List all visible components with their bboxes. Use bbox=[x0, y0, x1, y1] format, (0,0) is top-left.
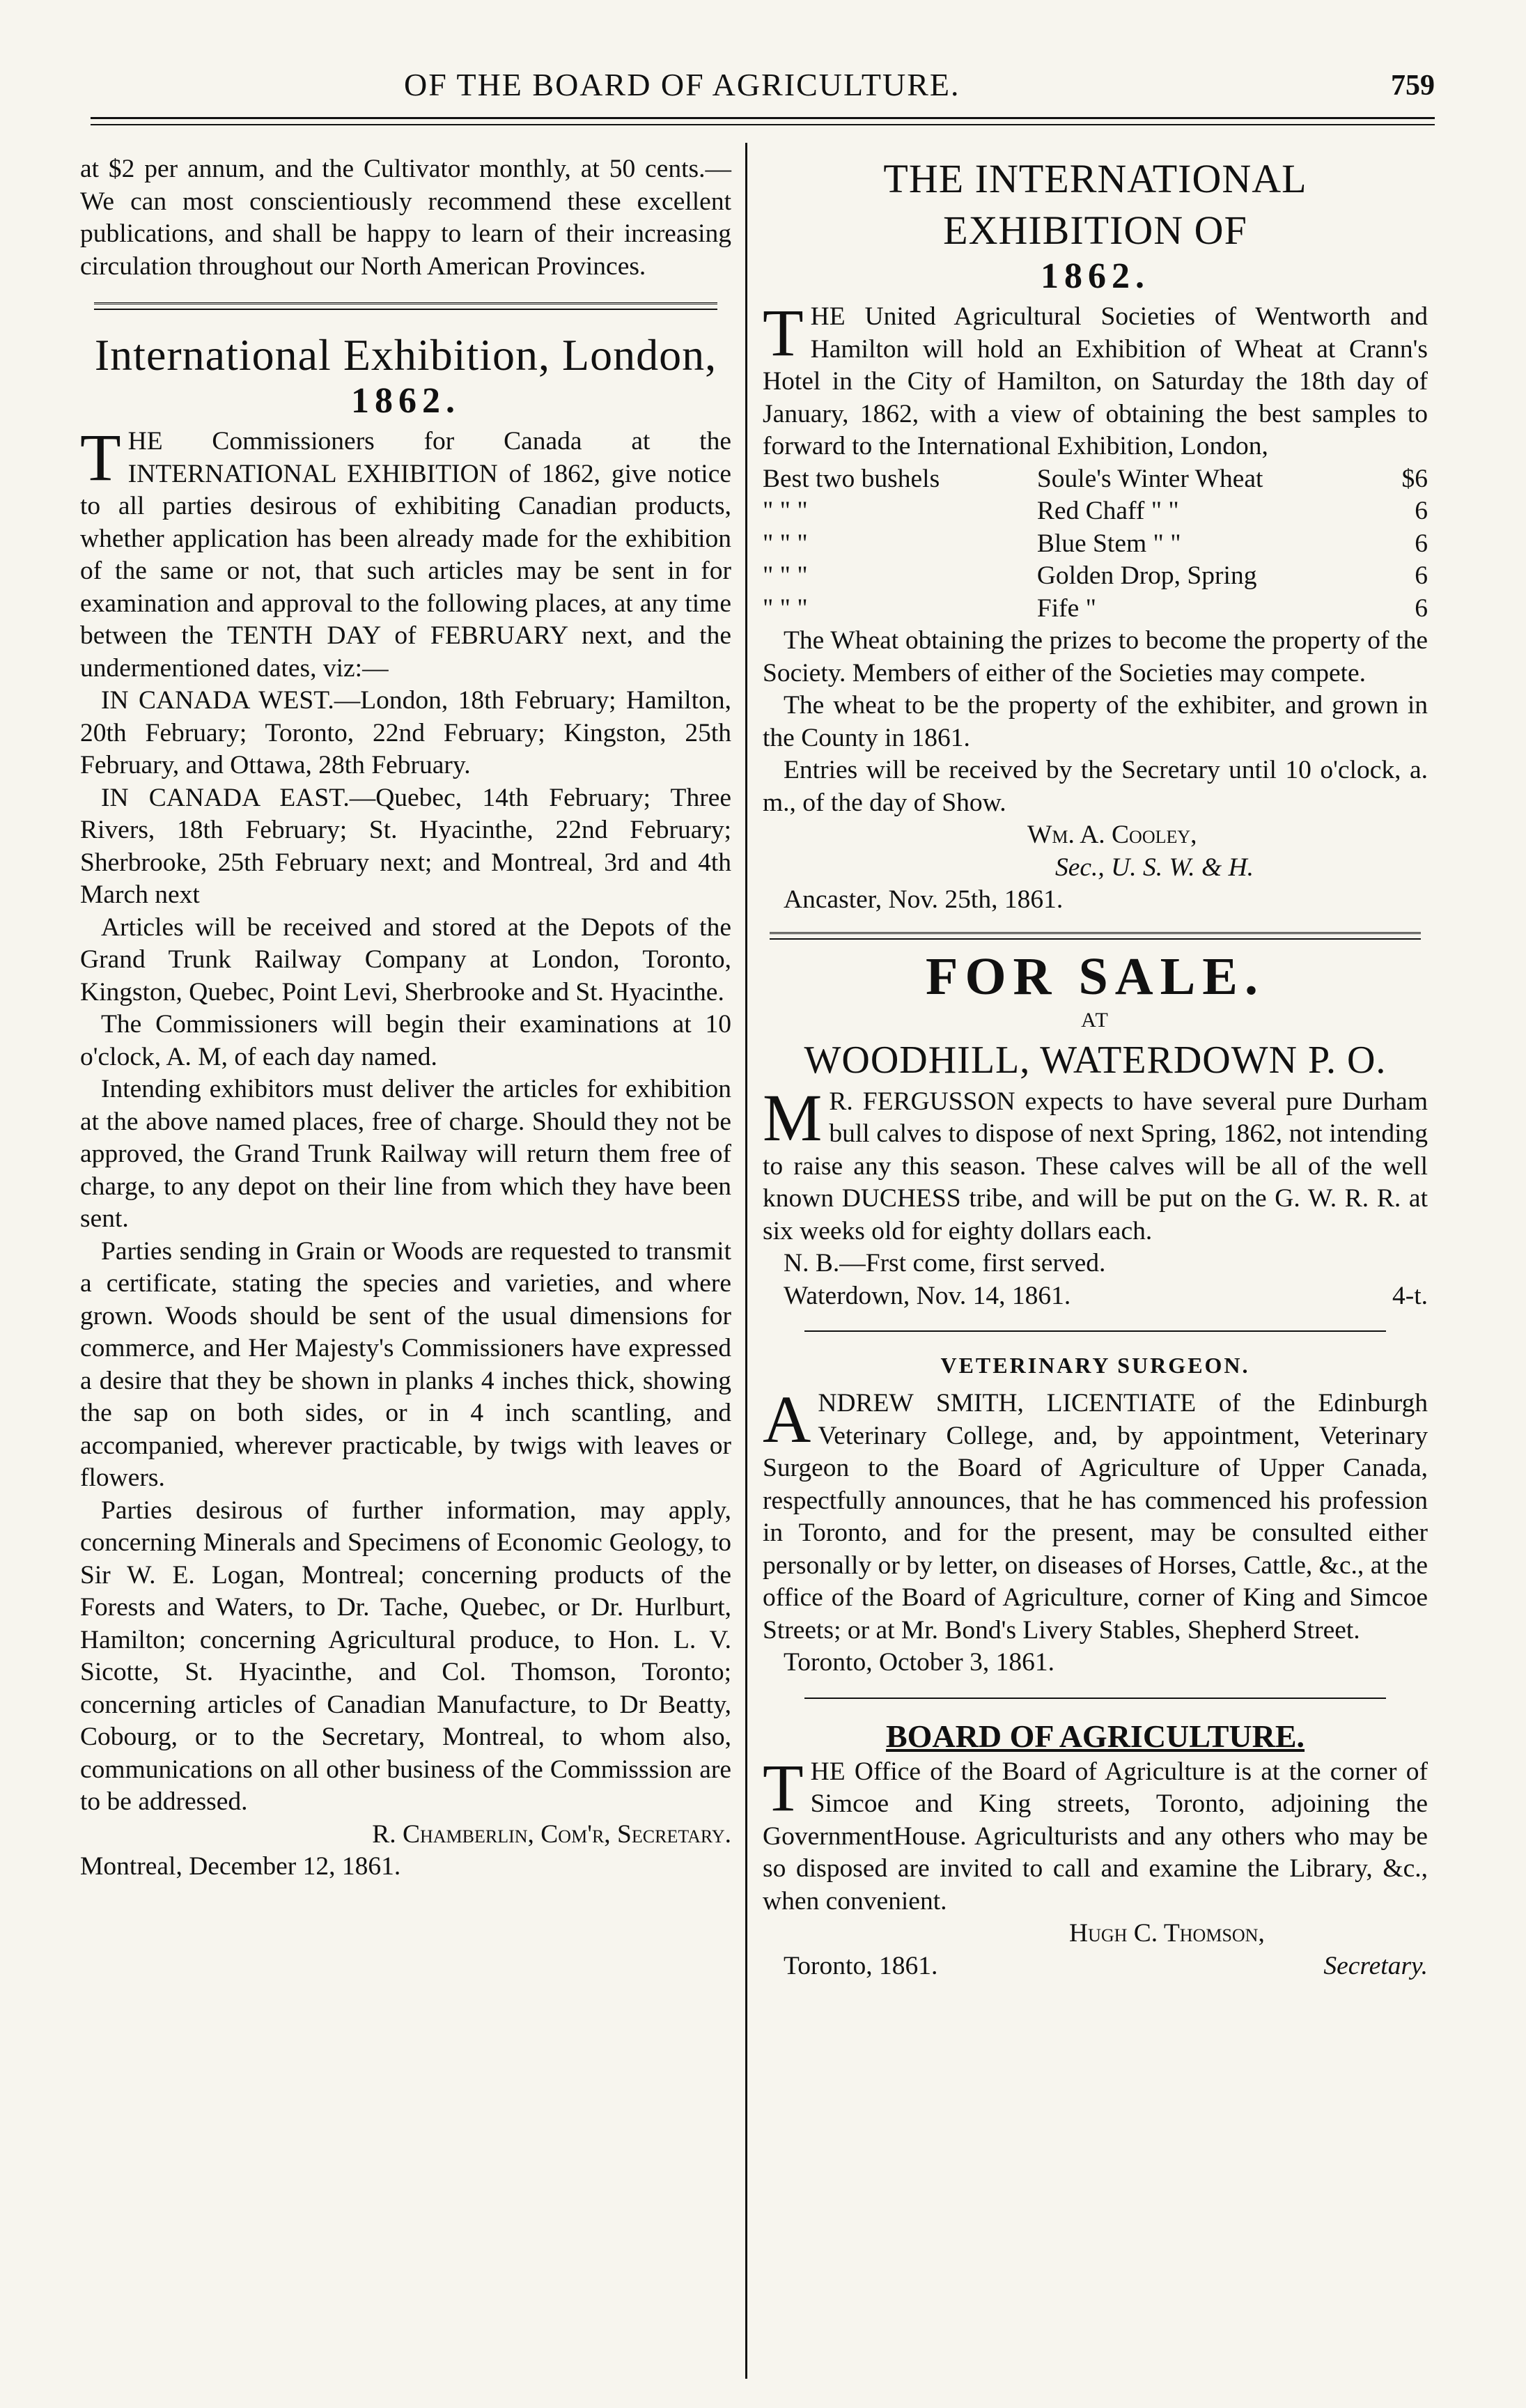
depots-paragraph: Articles will be received and stored at the Depots of the Grand Trunk Railway Company at London, Toronto, Kingston, Quebec, Point Levi, Sherbrooke and St. Hyacinthe. bbox=[80, 912, 731, 1007]
continued-text: at $2 per annum, and the Cultivator monthly, at 50 cents.—We can most conscientiously recommend these excellent publications, and shall be happy to learn of their increasing circulation throughout our North American Provinces. bbox=[80, 155, 731, 281]
veterinary-paragraph: ANDREW SMITH, LICENTIATE of the Edinburgh Veterinary College, and, by appointment, Veterinary Surgeon to the Board of Agriculture of Upper Canada, respectfully announces, that he has commenced his profession in Toronto, and for the present, may be consulted either personally or by letter, on diseases of Horses, Cattle, &c., at the office of the Board of Agriculture, corner of King and Simcoe Streets; or at Mr. Bond's Livery Stables, Shepherd Street. bbox=[763, 1382, 1428, 1645]
board-role: Secretary. bbox=[1323, 1951, 1428, 1980]
exhibition-london-title: International Exhibition, London, bbox=[94, 330, 717, 380]
wheat-prize-table bbox=[763, 463, 1428, 626]
left-column bbox=[80, 153, 731, 1883]
delivery-paragraph: Intending exhibitors must deliver the articles for exhibition at the above named places, free of charge. Should they not be approved, the Grand Trunk Railway will return them free of charge, to any depot on their line from which they have been sent. bbox=[80, 1075, 731, 1233]
drop-cap: A bbox=[763, 1382, 811, 1457]
for-sale-code: 4-t. bbox=[1392, 1281, 1428, 1310]
section-separator bbox=[94, 302, 717, 310]
for-sale-note: N. B.—Frst come, first served. bbox=[784, 1249, 1106, 1277]
for-sale-title: FOR SALE. bbox=[926, 947, 1265, 1006]
veterinary-dateline: Toronto, October 3, 1861. bbox=[784, 1648, 1054, 1677]
intl-exhibition-paragraph: THE United Agricultural Societies of Wentworth and Hamilton will hold an Exhibition of Wheat at Crann's Hotel in the City of Hamilton, on Saturday the 18th day of January, 1862, with a view of obtaining the best samples to forward to the International Exhibition, London, bbox=[763, 295, 1428, 460]
information-paragraph: Parties desirous of further information, may apply, concerning Minerals and Specimens of Economic Geology, to Sir W. E. Logan, Montreal; concerning products of the Forests and Waters, to Dr. Tache, Quebec, or Dr. Hurlburt, Hamilton; concerning Agricultural produce, to Hon. L. V. Sicotte, St. Hyacinthe, and Col. Thomson, Toronto; concerning articles of Canadian Manufacture, to Dr Beatty, Cobourg, or to the Secretary, Montreal, to whom also, communications on all other business of the Commisssion are to be addressed. bbox=[80, 1496, 731, 1816]
veterinary-title: VETERINARY SURGEON. bbox=[940, 1353, 1250, 1378]
section-separator bbox=[804, 1330, 1386, 1332]
exhibition-notice-paragraph: THE Commissioners for Canada at the INTERNATIONAL EXHIBITION of 1862, give notice to all parties desirous of exhibiting Canadian products, whether application has been already made for the exhibition of the same or not, that such articles may be sent in for examination and approval to the following places, at any time between the TENTH DAY of FEBRUARY next, and the undermentioned dates, viz:— bbox=[80, 420, 731, 683]
drop-cap: M bbox=[763, 1080, 823, 1155]
canada-east-dates: IN CANADA EAST.—Quebec, 14th February; Three Rivers, 18th February; St. Hyacinthe, 22nd February; Sherbrooke, 25th February next; and Montreal, 3rd and 4th March next bbox=[80, 783, 731, 909]
entries-paragraph: Entries will be received by the Secretary until 10 o'clock, a. m., of the day of Show. bbox=[763, 756, 1428, 817]
for-sale-place: WOODHILL, WATERDOWN P. O. bbox=[804, 1038, 1387, 1082]
table-row: " " " Blue Stem " " 6 bbox=[763, 529, 1428, 558]
drop-cap: T bbox=[763, 1750, 804, 1825]
column-divider bbox=[745, 143, 747, 2379]
wheat-exhibiter-paragraph: The wheat to be the property of the exhibiter, and grown in the County in 1861. bbox=[763, 691, 1428, 752]
table-row: " " " Red Chaff " " 6 bbox=[763, 497, 1428, 525]
page-header-title: OF THE BOARD OF AGRICULTURE. bbox=[404, 67, 960, 102]
for-sale-paragraph: M R. FERGUSSON expects to have several pure Durham bull calves to dispose of next Spring, 1862, not intending to raise any this season. These calves will be all of the well known DUCHESS tribe, and will be put on the G. W. R. R. at six weeks old for eighty dollars each. bbox=[763, 1080, 1428, 1245]
examination-paragraph: The Commissioners will begin their examinations at 10 o'clock, A. M, of each day named. bbox=[80, 1010, 731, 1071]
table-row: " " " Fife " 6 bbox=[763, 593, 1428, 623]
board-dateline: Toronto, 1861. bbox=[784, 1951, 938, 1980]
board-signature: Hugh C. Thomson, bbox=[1069, 1919, 1265, 1948]
exhibition-signature: R. Chamberlin, Com'r, Secretary. bbox=[372, 1819, 731, 1849]
board-footer bbox=[763, 1950, 1428, 1983]
for-sale-footer bbox=[763, 1280, 1428, 1313]
board-paragraph: THE Office of the Board of Agriculture is at the corner of Simcoe and King streets, Toronto, adjoining the GovernmentHouse. Agriculturists and any others who may be so disposed are invited to call and examine the Library, &c., when convenient. bbox=[763, 1750, 1428, 1916]
section-separator bbox=[770, 932, 1421, 940]
header-rule-thin bbox=[91, 124, 1435, 125]
running-header bbox=[91, 66, 1435, 129]
drop-cap: T bbox=[80, 420, 121, 495]
table-row: " " " Golden Drop, Spring 6 bbox=[763, 561, 1428, 590]
exhibition-dateline: Montreal, December 12, 1861. bbox=[80, 1852, 401, 1881]
exhibition-london-year: 1862. bbox=[351, 381, 460, 421]
for-sale-at: AT bbox=[1081, 1008, 1110, 1032]
table-row: Best two bushels Soule's Winter Wheat $6 bbox=[763, 464, 1428, 493]
page-number: 759 bbox=[1391, 70, 1435, 102]
intl-exhibition-year: 1862. bbox=[1041, 256, 1150, 296]
board-title: BOARD OF AGRICULTURE. bbox=[885, 1718, 1305, 1754]
header-rule bbox=[91, 117, 1435, 119]
prize-property-paragraph: The Wheat obtaining the prizes to become the property of the Society. Members of either of the Societies may compete. bbox=[763, 626, 1428, 688]
intl-signature-role: Sec., U. S. W. & H. bbox=[1055, 853, 1254, 882]
right-column bbox=[763, 153, 1428, 1982]
for-sale-dateline: Waterdown, Nov. 14, 1861. bbox=[784, 1281, 1071, 1310]
drop-cap: T bbox=[763, 295, 804, 370]
intl-dateline: Ancaster, Nov. 25th, 1861. bbox=[784, 885, 1064, 914]
canada-west-dates: IN CANADA WEST.—London, 18th February; Hamilton, 20th February; Toronto, 22nd February; Kingston, 25th February, and Ottawa, 28th February. bbox=[80, 686, 731, 779]
grain-woods-paragraph: Parties sending in Grain or Woods are requested to transmit a certificate, stating the species and varieties, and where grown. Woods should be sent of the usual dimensions for commerce, and Her Majesty's Commissioners have expressed a desire that they be shown in planks 4 inches thick, showing the sap on both sides, or in 4 inch scantling, and accompanied, wherever practicable, by twigs with leaves or flowers. bbox=[80, 1236, 731, 1492]
section-separator bbox=[804, 1698, 1386, 1699]
intl-signature-name: Wm. A. Cooley, bbox=[1027, 821, 1197, 849]
intl-exhibition-title: THE INTERNATIONAL EXHIBITION OF bbox=[883, 156, 1307, 253]
